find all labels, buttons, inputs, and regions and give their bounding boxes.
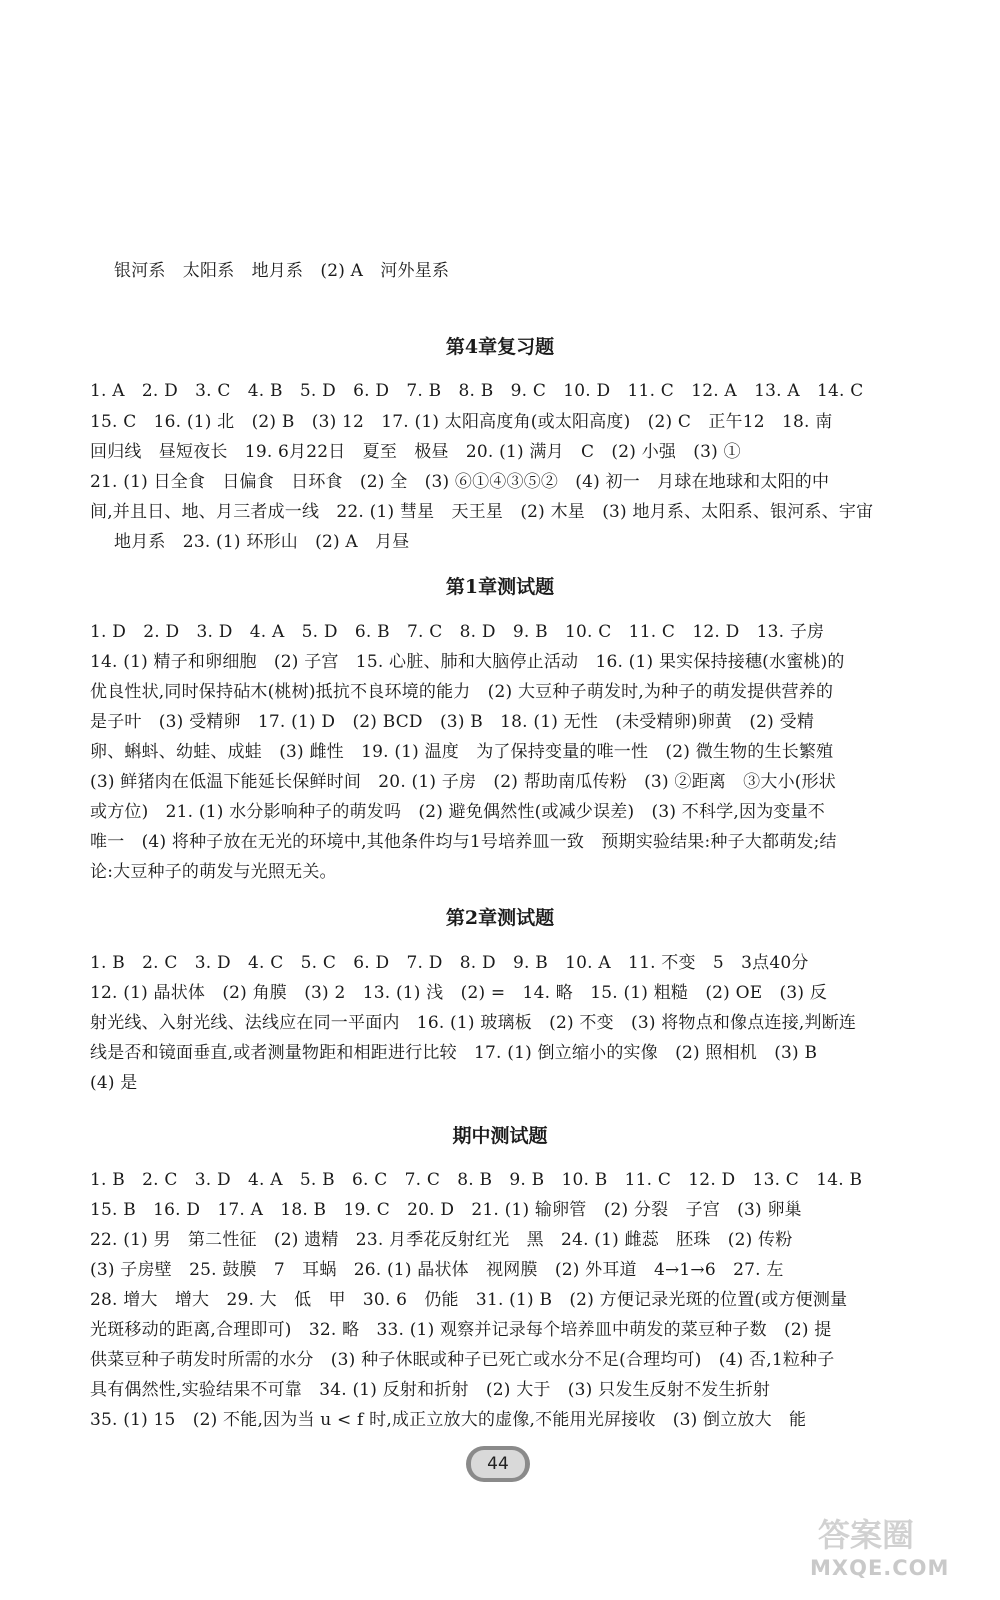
answer-line: 1. B 2. C 3. D 4. A 5. B 6. C 7. C 8. B 9. B 10. B 11. C 12. D 13. C 14. B — [90, 1170, 863, 1190]
answer-line: (3) 鲜猪肉在低温下能延长保鲜时间 20. (1) 子房 (2) 帮助南瓜传粉 (3) ②距离 ③大小(形状 — [90, 772, 837, 792]
answer-line: (4) 是 — [90, 1073, 138, 1093]
answer-line: 具有偶然性,实验结果不可靠 34. (1) 反射和折射 (2) 大于 (3) 只发生反射不发生折射 — [90, 1380, 771, 1400]
answer-line: 光斑移动的距离,合理即可) 32. 略 33. (1) 观察并记录每个培养皿中萌发的菜豆种子数 (2) 提 — [90, 1320, 832, 1340]
answer-line: 15. B 16. D 17. A 18. B 19. C 20. D 21. (1) 输卵管 (2) 分裂 子宫 (3) 卵巢 — [90, 1200, 802, 1220]
watermark-logo — [810, 1510, 970, 1580]
answer-line: 射光线、入射光线、法线应在同一平面内 16. (1) 玻璃板 (2) 不变 (3) 将物点和像点连接,判断连 — [90, 1013, 857, 1033]
answer-line: 是子叶 (3) 受精卵 17. (1) D (2) BCD (3) B 18. (1) 无性 (未受精卵)卵黄 (2) 受精 — [90, 712, 815, 732]
answer-line: 卵、蝌蚪、幼蛙、成蛙 (3) 雌性 19. (1) 温度 为了保持变量的唯一性 (2) 微生物的生长繁殖 — [90, 742, 834, 762]
answer-line: 回归线 昼短夜长 19. 6月22日 夏至 极昼 20. (1) 满月 C (2) 小强 (3) ① — [90, 442, 741, 462]
answer-line: 28. 增大 增大 29. 大 低 甲 30. 6 仍能 31. (1) B (2) 方便记录光斑的位置(或方便测量 — [90, 1290, 848, 1310]
answer-line: 唯一 (4) 将种子放在无光的环境中,其他条件均与1号培养皿一致 预期实验结果:种子大都萌发;结 — [90, 832, 837, 852]
answer-line: 线是否和镜面垂直,或者测量物距和相距进行比较 17. (1) 倒立缩小的实像 (2) 照相机 (3) B — [90, 1043, 818, 1063]
answer-line: 14. (1) 精子和卵细胞 (2) 子宫 15. 心脏、肺和大脑停止活动 16. (1) 果实保持接穗(水蜜桃)的 — [90, 652, 845, 672]
answer-line: 1. B 2. C 3. D 4. C 5. C 6. D 7. D 8. D 9. B 10. A 11. 不变 5 3点40分 — [90, 953, 809, 973]
answer-line: 35. (1) 15 (2) 不能,因为当 u < f 时,成正立放大的虚像,不能用光屏接收 (3) 倒立放大 能 — [90, 1410, 807, 1430]
watermark-logo-text: 答案圈 — [818, 1516, 915, 1554]
answer-line: 供菜豆种子萌发时所需的水分 (3) 种子休眠或种子已死亡或水分不足(合理均可) (4) 否,1粒种子 — [90, 1350, 835, 1370]
answer-line: 1. D 2. D 3. D 4. A 5. D 6. B 7. C 8. D 9. B 10. C 11. C 12. D 13. 子房 — [90, 622, 825, 642]
answer-line: 或方位) 21. (1) 水分影响种子的萌发吗 (2) 避免偶然性(或减少误差) (3) 不科学,因为变量不 — [90, 802, 825, 822]
answer-line: (3) 子房壁 25. 鼓膜 7 耳蜗 26. (1) 晶状体 视网膜 (2) 外耳道 4→1→6 27. 左 — [90, 1260, 784, 1280]
section-heading-ch2-test: 第2章测试题 — [445, 907, 555, 929]
answer-line: 15. C 16. (1) 北 (2) B (3) 12 17. (1) 太阳高度角(或太阳高度) (2) C 正午12 18. 南 — [90, 412, 833, 432]
answer-line: 论:大豆种子的萌发与光照无关。 — [90, 862, 337, 882]
intro-line: 银河系 太阳系 地月系 (2) A 河外星系 — [114, 261, 450, 281]
page-number: 44 — [471, 1450, 525, 1478]
answer-line: 1. A 2. D 3. C 4. B 5. D 6. D 7. B 8. B 9. C 10. D 11. C 12. A 13. A 14. C — [90, 381, 864, 401]
section-heading-ch1-test: 第1章测试题 — [445, 576, 555, 598]
answer-line: 地月系 23. (1) 环形山 (2) A 月昼 — [114, 532, 410, 552]
section-heading-midterm-test: 期中测试题 — [452, 1125, 548, 1147]
answer-line: 21. (1) 日全食 日偏食 日环食 (2) 全 (3) ⑥①④③⑤② (4) 初一 月球在地球和太阳的中 — [90, 472, 830, 492]
answer-line: 间,并且日、地、月三者成一线 22. (1) 彗星 天王星 (2) 木星 (3) 地月系、太阳系、银河系、宇宙 — [90, 502, 874, 522]
answer-line: 优良性状,同时保持砧木(桃树)抵抗不良环境的能力 (2) 大豆种子萌发时,为种子的萌发提供营养的 — [90, 682, 834, 702]
answer-line: 12. (1) 晶状体 (2) 角膜 (3) 2 13. (1) 浅 (2) = 14. 略 15. (1) 粗糙 (2) OE (3) 反 — [90, 983, 828, 1003]
watermark-url: MXQE.COM — [810, 1556, 950, 1580]
answer-line: 22. (1) 男 第二性征 (2) 遗精 23. 月季花反射红光 黑 24. (1) 雌蕊 胚珠 (2) 传粉 — [90, 1230, 793, 1250]
page-number-badge — [466, 1446, 530, 1482]
section-heading-ch4-review: 第4章复习题 — [445, 336, 555, 358]
